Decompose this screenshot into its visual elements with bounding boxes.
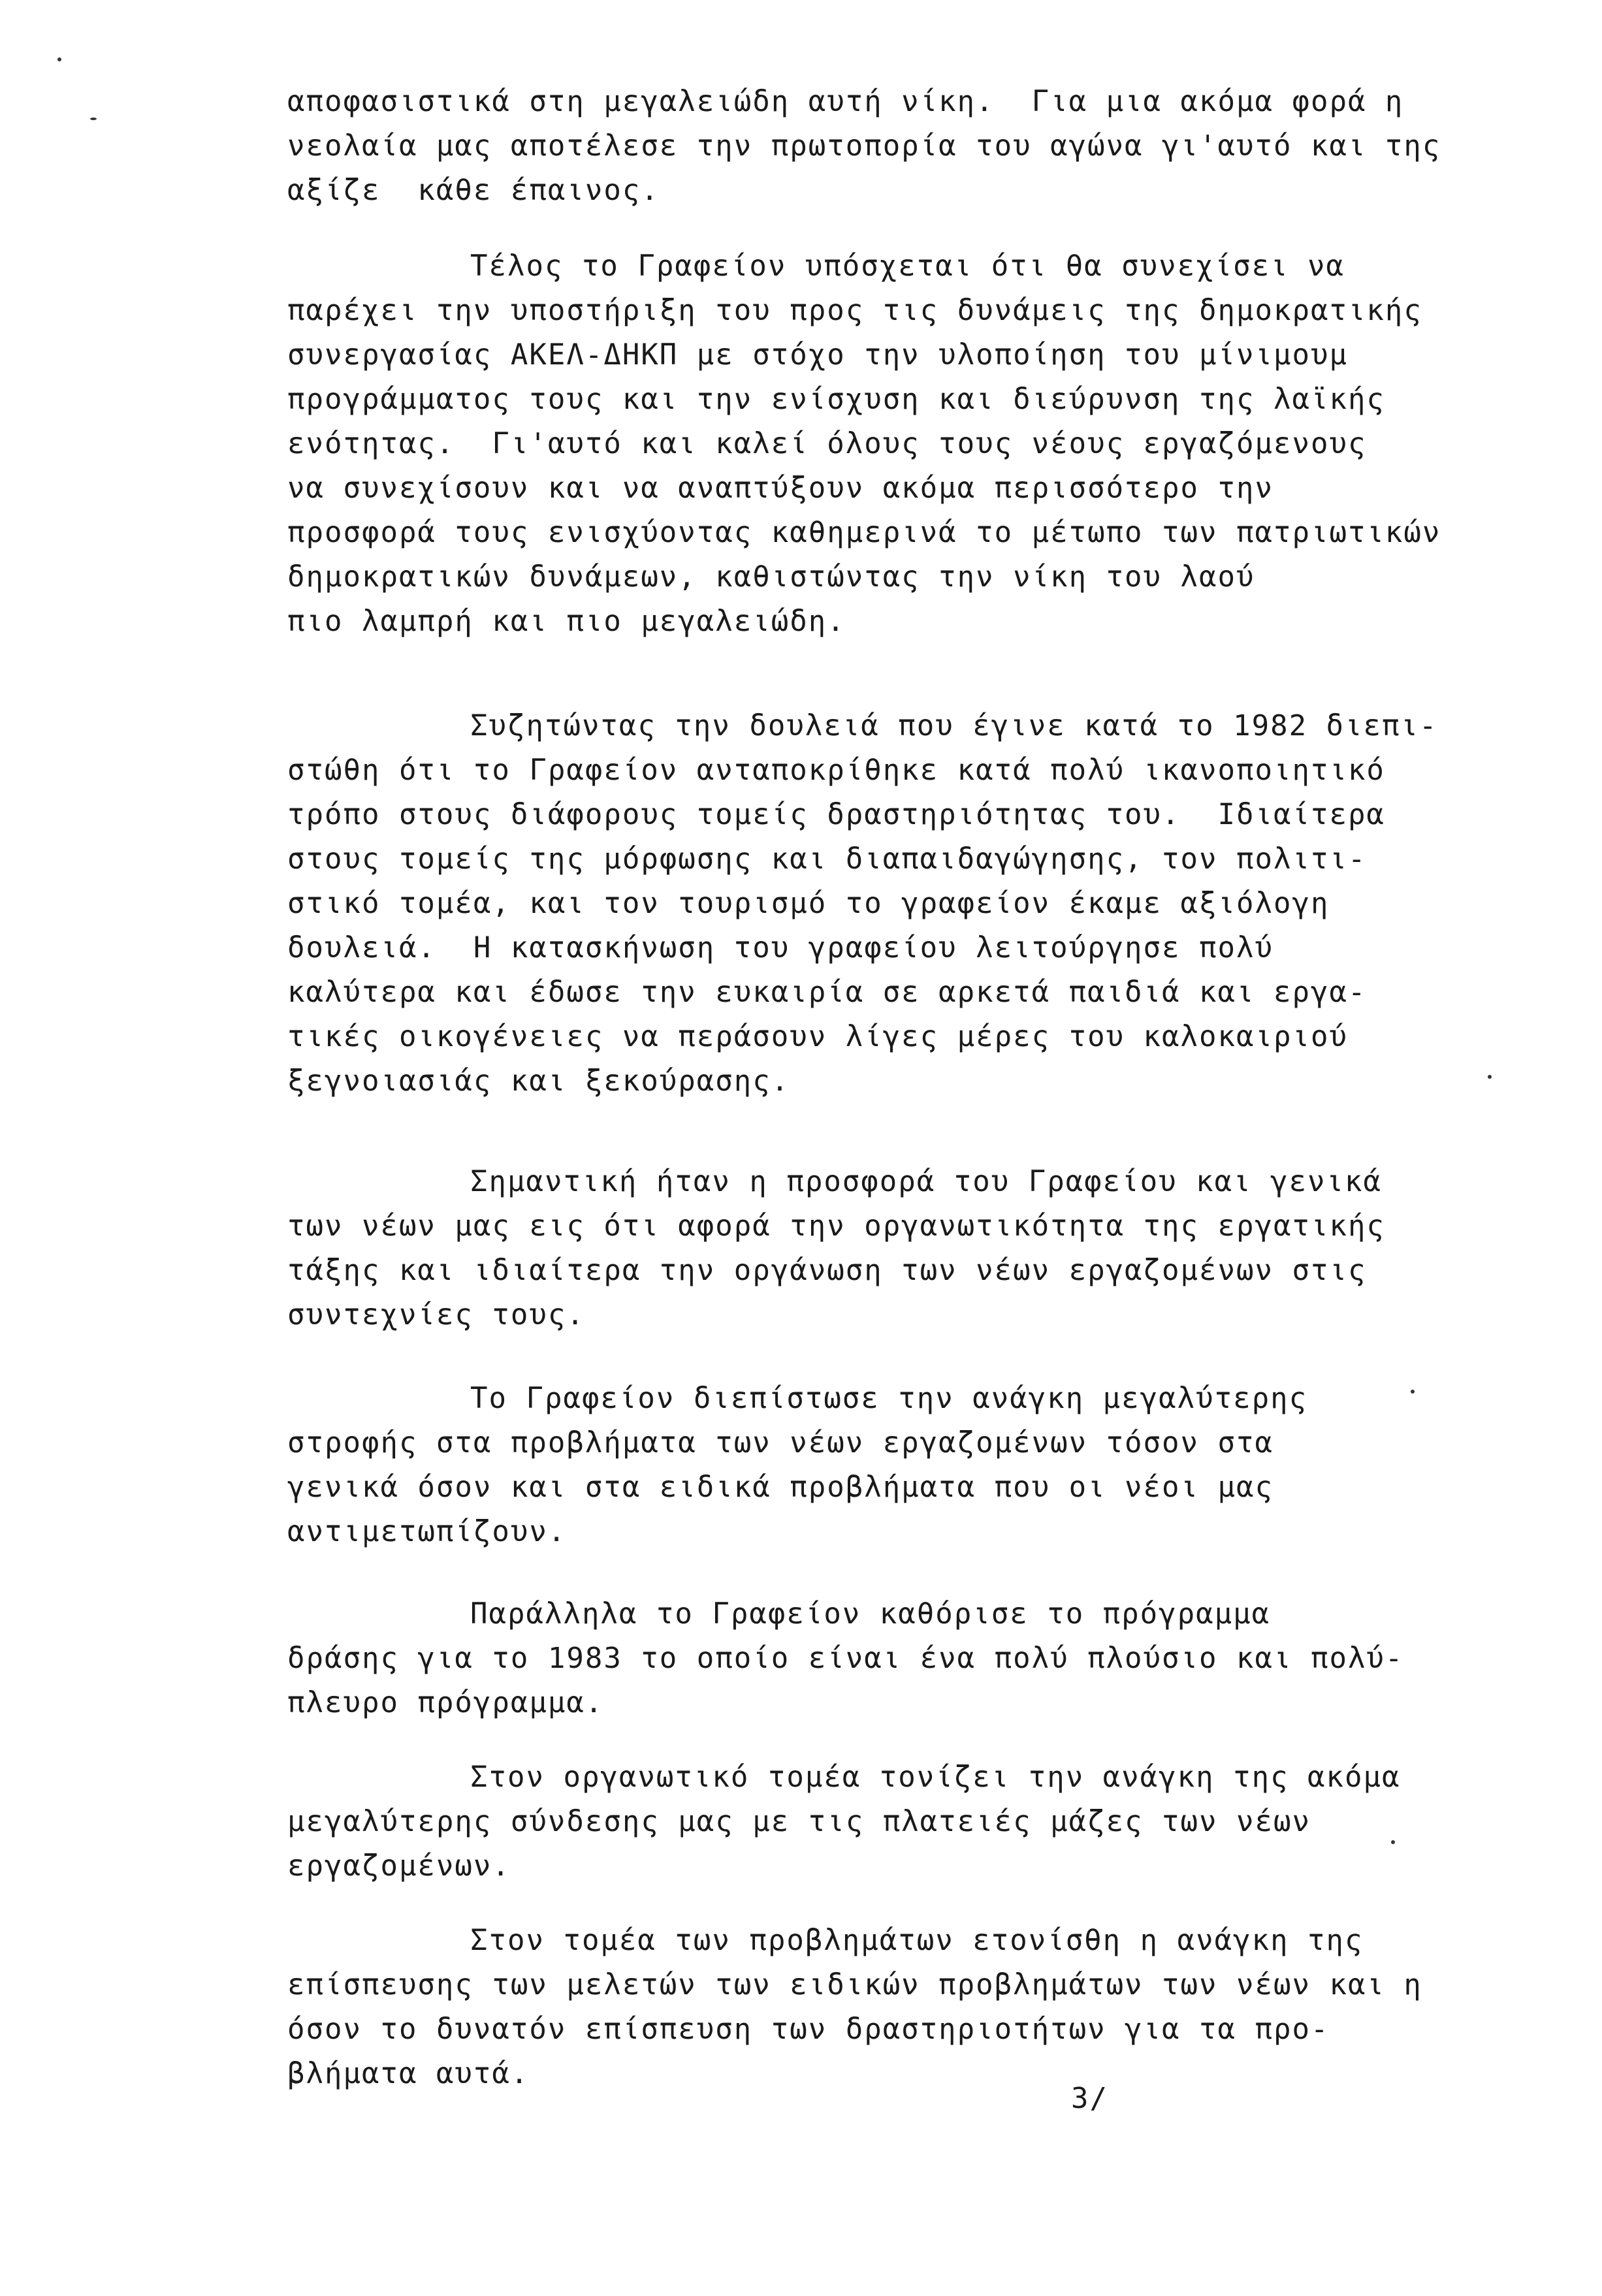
- paragraph: [287, 1919, 1528, 2096]
- text-line: Συζητώντας την δουλειά που έγινε κατά το 1982 διεπι-: [470, 709, 1438, 742]
- text-line: βλήματα αυτά.: [287, 2057, 530, 2090]
- text-line: ενότητας. Γι'αυτό και καλεί όλους τους νέους εργαζόμενους: [287, 427, 1367, 460]
- scan-speck: [90, 118, 97, 120]
- text-line: όσον το δυνατόν επίσπευση των δραστηριοτήτων για τα προ-: [287, 2013, 1330, 2046]
- text-line: των νέων μας εις ότι αφορά την οργανωτικότητα της εργατικής: [287, 1209, 1385, 1243]
- text-line: στώθη ότι το Γραφείον ανταποκρίθηκε κατά πολύ ικανοποιητικό: [287, 754, 1385, 787]
- paragraph: [287, 1592, 1528, 1725]
- paragraph: [287, 244, 1528, 644]
- text-line: πλευρο πρόγραμμα.: [287, 1686, 604, 1719]
- text-line: Στον οργανωτικό τομέα τονίζει την ανάγκη της ακόμα: [470, 1761, 1401, 1794]
- text-line: στικό τομέα, και τον τουρισμό το γραφείον έκαμε αξιόλογη: [287, 887, 1330, 920]
- text-line: μεγαλύτερης σύνδεσης μας με τις πλατειές μάζες των νέων: [287, 1805, 1311, 1838]
- text-line: αποφασιστικά στη μεγαλειώδη αυτή νίκη. Για μια ακόμα φορά η: [287, 85, 1404, 118]
- text-line: προγράμματος τους και την ενίσχυση και διεύρυνση της λαϊκής: [287, 383, 1385, 416]
- text-line: πιο λαμπρή και πιο μεγαλειώδη.: [287, 605, 846, 638]
- text-line: ξεγνοιασιάς και ξεκούρασης.: [287, 1064, 790, 1098]
- text-line: επίσπευσης των μελετών των ειδικών προβλημάτων των νέων και η: [287, 1968, 1422, 2001]
- text-line: δουλειά. Η κατασκήνωση του γραφείου λειτούργησε πολύ: [287, 931, 1274, 965]
- text-line: προσφορά τους ενισχύοντας καθημερινά το μέτωπο των πατριωτικών: [287, 516, 1441, 549]
- paragraph: [287, 80, 1528, 213]
- text-line: στους τομείς της μόρφωσης και διαπαιδαγώγησης, τον πολιτι-: [287, 842, 1367, 876]
- page-number: 3/: [1071, 2082, 1108, 2115]
- text-line: παρέχει την υποστήριξη του προς τις δυνάμεις της δημοκρατικής: [287, 294, 1422, 327]
- text-line: τρόπο στους διάφορους τομείς δραστηριότητας του. Ιδιαίτερα: [287, 798, 1385, 831]
- paragraph: [287, 1377, 1528, 1554]
- text-line: Παράλληλα το Γραφείον καθόρισε το πρόγραμμα: [470, 1597, 1271, 1631]
- text-line: εργαζομένων.: [287, 1849, 511, 1883]
- text-line: γενικά όσον και στα ειδικά προβλήματα που οι νέοι μας: [287, 1471, 1274, 1504]
- text-line: Στον τομέα των προβλημάτων ετονίσθη η ανάγκη της: [470, 1924, 1364, 1957]
- text-line: αντιμετωπίζουν.: [287, 1515, 567, 1548]
- scan-speck: [57, 57, 61, 61]
- text-line: δράσης για το 1983 το οποίο είναι ένα πολύ πλούσιο και πολύ-: [287, 1642, 1404, 1675]
- text-line: καλύτερα και έδωσε την ευκαιρία σε αρκετά παιδιά και εργα-: [287, 976, 1367, 1009]
- text-line: συνεργασίας ΑΚΕΛ-ΔΗΚΠ με στόχο την υλοποίηση του μίνιμουμ: [287, 338, 1348, 372]
- text-line: Σημαντική ήταν η προσφορά του Γραφείου και γενικά: [470, 1165, 1383, 1198]
- text-line: Το Γραφείον διεπίστωσε την ανάγκη μεγαλύτερης: [470, 1382, 1308, 1415]
- text-line: να συνεχίσουν και να αναπτύξουν ακόμα περισσότερο την: [287, 471, 1274, 505]
- text-line: νεολαία μας αποτέλεσε την πρωτοπορία του αγώνα γι'αυτό και της: [287, 129, 1441, 163]
- paragraph: [287, 704, 1528, 1104]
- text-line: Τέλος το Γραφείον υπόσχεται ότι θα συνεχίσει να: [470, 249, 1345, 283]
- text-line: αξίζε κάθε έπαινος.: [287, 174, 660, 207]
- text-line: τάξης και ιδιαίτερα την οργάνωση των νέων εργαζομένων στις: [287, 1254, 1367, 1287]
- text-line: συντεχνίες τους.: [287, 1298, 585, 1331]
- paragraph: [287, 1160, 1528, 1337]
- text-line: στροφής στα προβλήματα των νέων εργαζομένων τόσον στα: [287, 1426, 1274, 1459]
- text-line: τικές οικογένειες να περάσουν λίγες μέρες του καλοκαιριού: [287, 1020, 1348, 1053]
- paragraph: [287, 1755, 1528, 1889]
- text-line: δημοκρατικών δυνάμεων, καθιστώντας την νίκη του λαού: [287, 560, 1255, 594]
